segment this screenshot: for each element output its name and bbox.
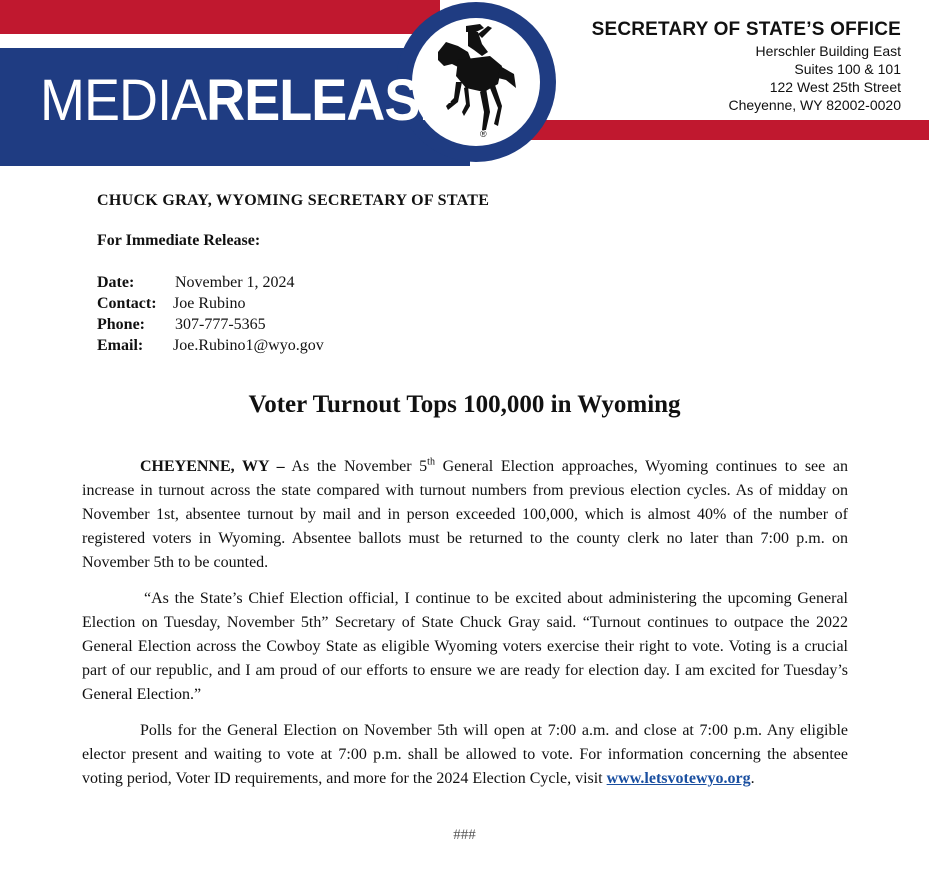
meta-value: 307-777-5365 (175, 316, 266, 333)
address-line: Cheyenne, WY 82002-0020 (728, 97, 901, 113)
address-line: Suites 100 & 101 (794, 61, 901, 77)
meta-label: Phone: (97, 316, 145, 333)
media-title-bold: RELEASE (206, 68, 455, 133)
meta-value: Joe.Rubino1@wyo.gov (173, 337, 324, 354)
body-paragraph-3 (82, 719, 848, 791)
letsvotewyo-link[interactable]: www.letsvotewyo.org (606, 770, 751, 787)
media-title-thin: MEDIA (40, 68, 207, 133)
meta-row-contact (97, 293, 324, 314)
address-line: Herschler Building East (755, 43, 901, 59)
paragraph-text: . (750, 770, 755, 787)
body-paragraph-1 (82, 455, 848, 575)
meta-row-phone (97, 314, 324, 335)
office-name: SECRETARY OF STATE’S OFFICE (591, 19, 901, 40)
body-paragraph-2: “As the State’s Chief Election official, I continue to be excited about administering the upcoming General Election on Tuesday, November 5th” Secretary of State Chuck Gray said. “Turnout continues to outpace the 2022 General Election across the Cowboy State as eligible Wyoming voters exercise their right to vote. Voting is a crucial part of our republic, and I am proud of our efforts to ensure we are ready for election day. I am excited for Tuesday’s General Election.” (82, 590, 848, 703)
meta-value: November 1, 2024 (175, 274, 295, 291)
contact-meta (97, 272, 324, 356)
media-release-banner (0, 0, 929, 166)
registered-mark: ® (480, 129, 487, 139)
meta-row-date (97, 272, 324, 293)
meta-label: Contact: (97, 295, 157, 312)
headline: Voter Turnout Tops 100,000 in Wyoming (248, 391, 681, 418)
release-label: For Immediate Release: (97, 232, 261, 249)
paragraph-text: As the November 5 (284, 458, 428, 475)
org-line: CHUCK GRAY, WYOMING SECRETARY OF STATE (97, 192, 490, 209)
office-address-block (592, 18, 901, 114)
meta-value: Joe Rubino (173, 295, 246, 312)
dateline: CHEYENNE, WY – (140, 458, 285, 475)
ordinal-suffix: th (427, 456, 435, 468)
address-line: 122 West 25th Street (769, 79, 901, 95)
paragraph-text: General Election approaches, Wyoming continues to see an increase in turnout across the state compared with turnout numbers from previous election cycles. As of midday on November 1st, absentee turnout by mail and in person exceeded 100,000, which is almost 40% of the number of registered voters in Wyoming. Absentee ballots must be returned to the county clerk no later than 7:00 p.m. on November 5th to be counted. (82, 458, 848, 571)
paragraph-text: Polls for the General Election on November 5th will open at 7:00 a.m. and close at 7:00 p.m. Any eligible elector present and waiting to vote at 7:00 p.m. shall be allowed to vote. For information concerning the absentee voting period, Voter ID requirements, and more for the 2024 Election Cycle, visit (82, 722, 848, 787)
meta-label: Email: (97, 337, 144, 354)
meta-label: Date: (97, 274, 135, 291)
end-mark: ### (453, 827, 476, 843)
meta-row-email (97, 335, 324, 356)
media-release-title (40, 66, 454, 136)
